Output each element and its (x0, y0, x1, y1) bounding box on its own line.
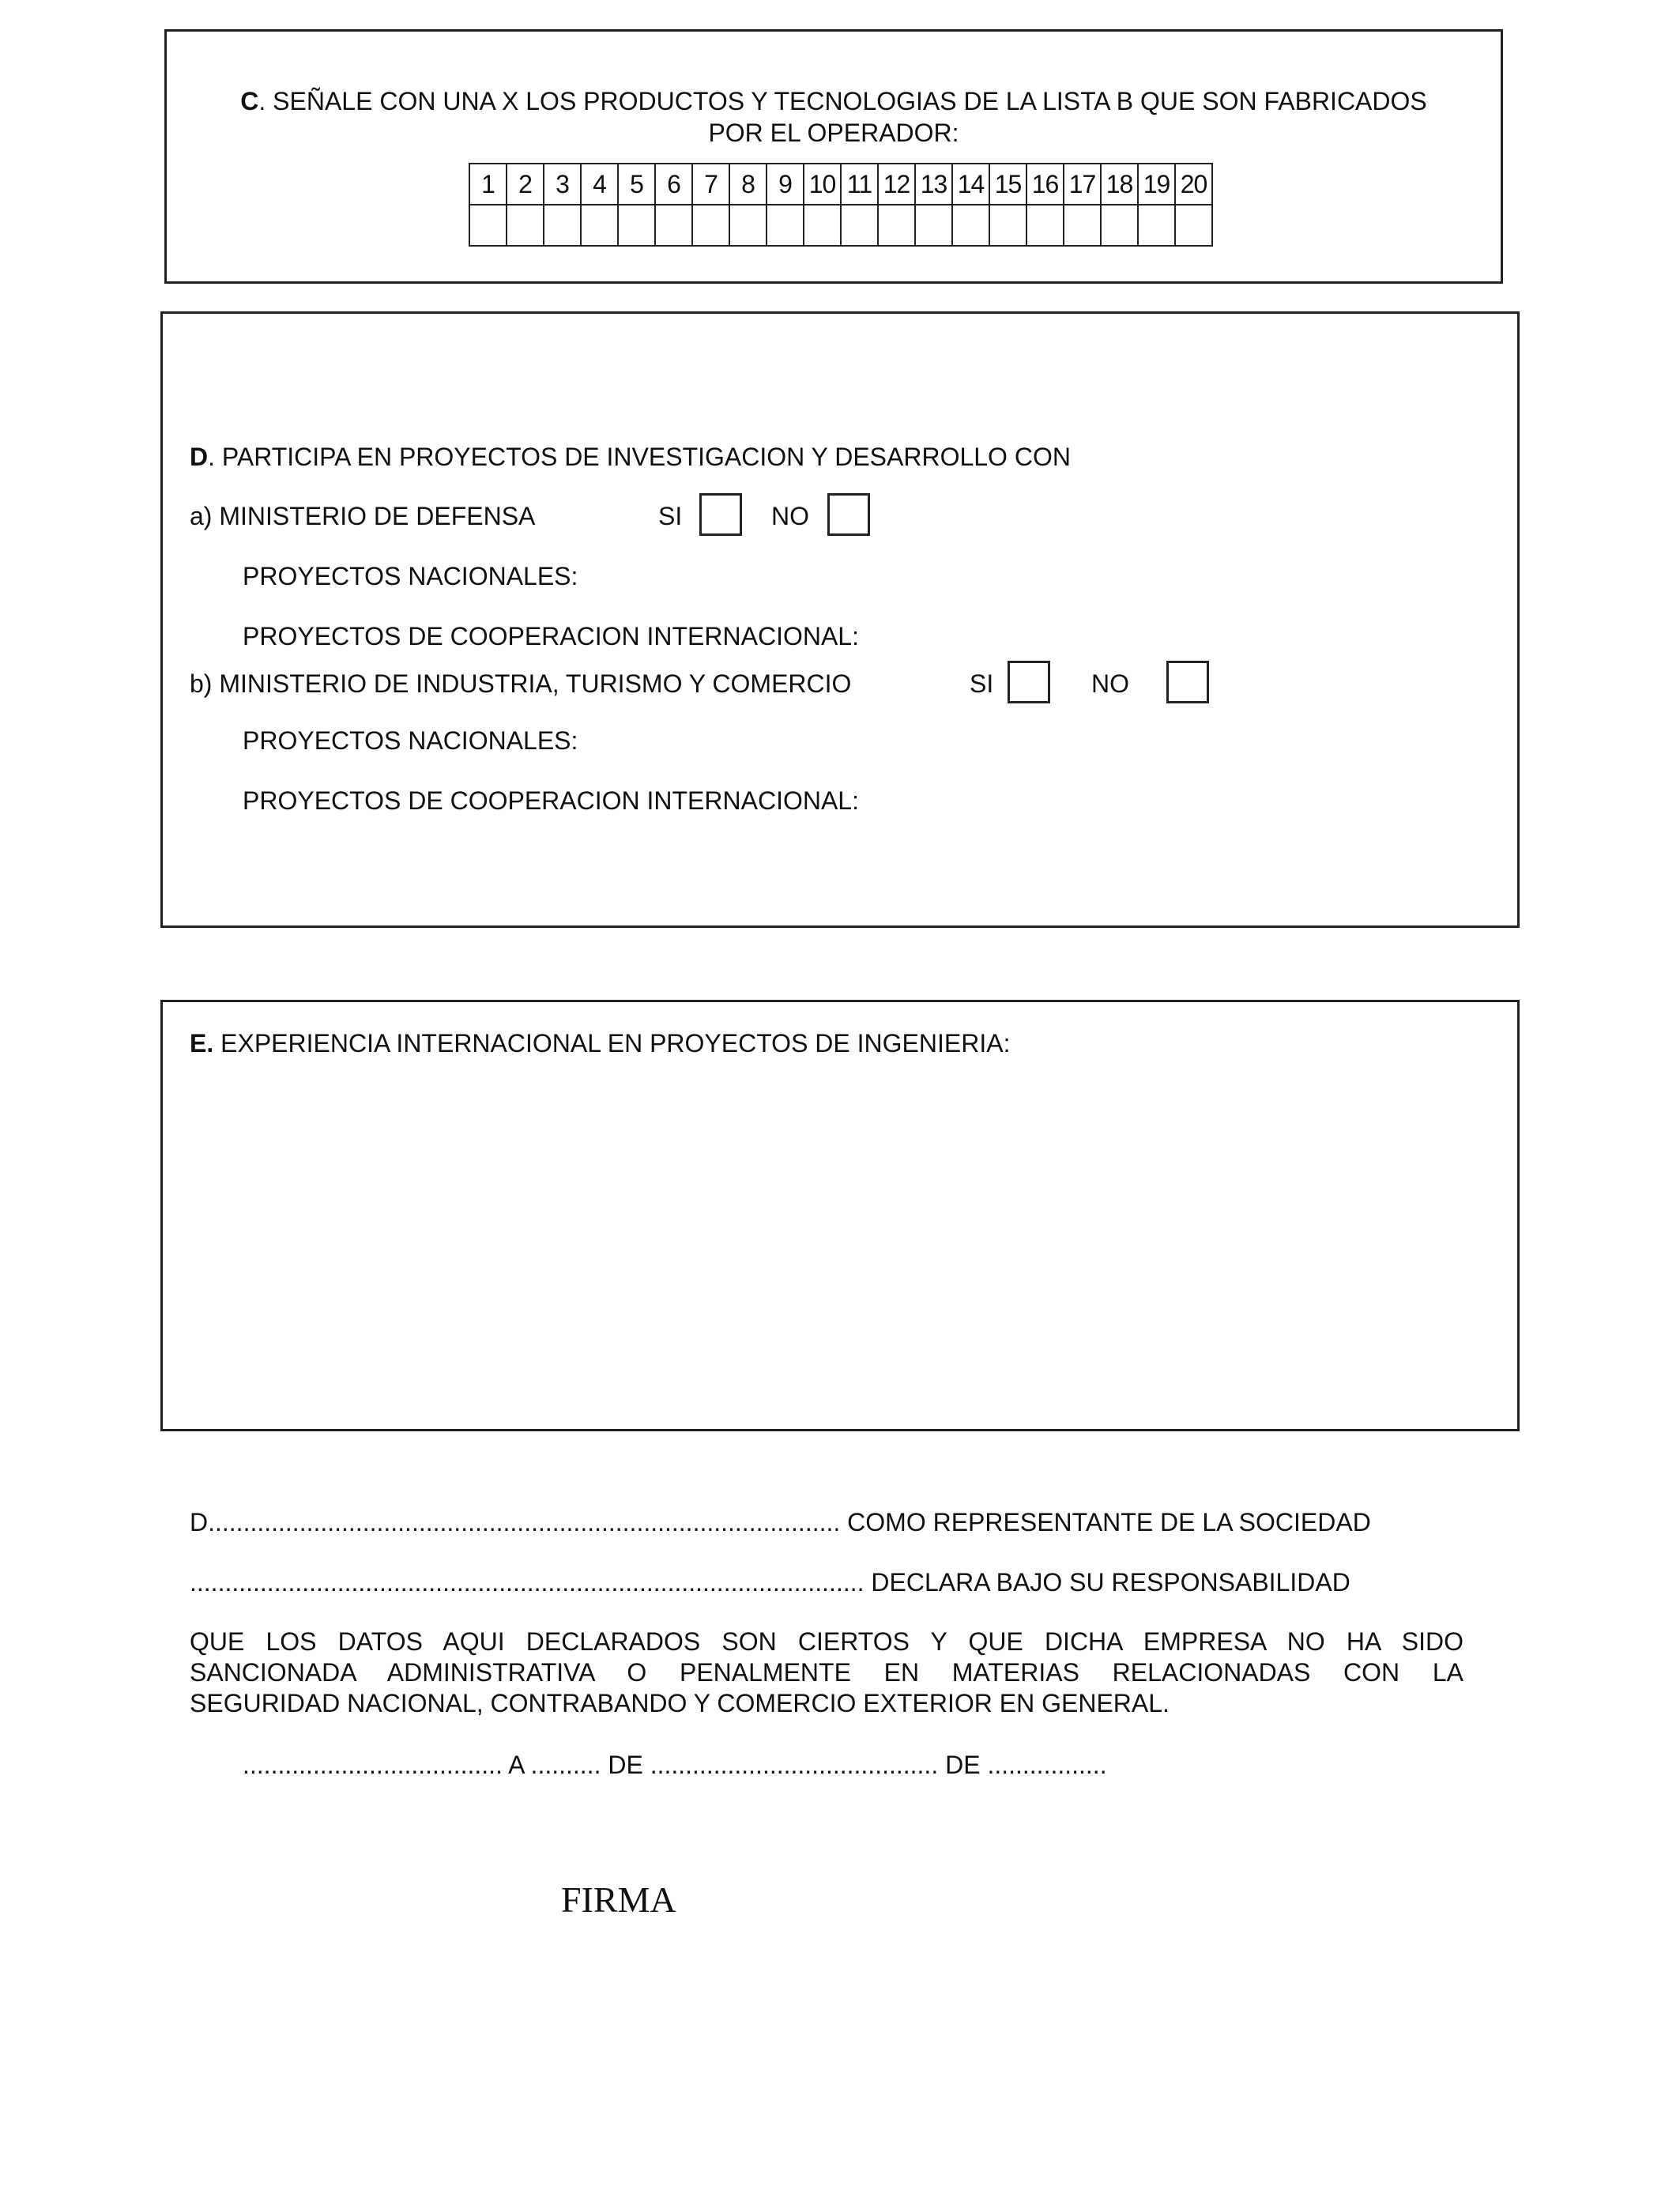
section-d-title (190, 441, 1071, 473)
product-checkbox-cell[interactable] (655, 205, 692, 246)
section-c-title-line2: POR EL OPERADOR: (708, 119, 959, 147)
declaration-text-line-2: SANCIONADA ADMINISTRATIVA O PENALMENTE EN MATERIAS RELACIONADAS CON LA (190, 1658, 1463, 1687)
defensa-proyectos-nacionales: PROYECTOS NACIONALES: (243, 562, 578, 590)
product-checkbox-cell[interactable] (841, 205, 878, 246)
product-number-cell: 18 (1101, 164, 1138, 205)
defensa-no-checkbox[interactable] (827, 493, 870, 536)
product-number-cell: 5 (618, 164, 655, 205)
product-checkbox-row (469, 205, 1212, 246)
product-checkbox-cell[interactable] (767, 205, 804, 246)
defensa-si-checkbox[interactable] (699, 493, 742, 536)
section-c-title (167, 85, 1501, 149)
product-number-cell: 10 (804, 164, 841, 205)
product-checkbox-cell[interactable] (581, 205, 618, 246)
section-e-title (190, 1027, 1010, 1059)
product-checkbox-cell[interactable] (1064, 205, 1101, 246)
product-number-grid (469, 163, 1213, 247)
product-checkbox-cell[interactable] (618, 205, 655, 246)
product-number-cell: 16 (1026, 164, 1064, 205)
industria-si-label: SI (970, 669, 994, 698)
product-checkbox-cell[interactable] (878, 205, 915, 246)
product-number-cell: 14 (952, 164, 989, 205)
product-checkbox-cell[interactable] (544, 205, 581, 246)
product-checkbox-cell[interactable] (804, 205, 841, 246)
product-number-cell: 9 (767, 164, 804, 205)
place-date-line: ..................................... A .......... DE ......................................... DE ................. (243, 1751, 1107, 1779)
product-checkbox-cell[interactable] (507, 205, 544, 246)
declaration-text-line-1: QUE LOS DATOS AQUI DECLARADOS SON CIERTOS Y QUE DICHA EMPRESA NO HA SIDO (190, 1627, 1463, 1656)
section-c-box (164, 29, 1503, 284)
product-number-cell: 19 (1138, 164, 1175, 205)
section-e-title-text: EXPERIENCIA INTERNACIONAL EN PROYECTOS DE INGENIERIA: (213, 1029, 1011, 1057)
product-checkbox-cell[interactable] (952, 205, 989, 246)
section-c-title-text: . SEÑALE CON UNA X LOS PRODUCTOS Y TECNOLOGIAS DE LA LISTA B QUE SON FABRICADOS (258, 87, 1427, 115)
product-number-cell: 2 (507, 164, 544, 205)
ministerio-defensa-label: a) MINISTERIO DE DEFENSA (190, 502, 536, 530)
product-checkbox-cell[interactable] (1175, 205, 1212, 246)
product-number-cell: 12 (878, 164, 915, 205)
product-number-cell: 4 (581, 164, 618, 205)
product-checkbox-cell[interactable] (1138, 205, 1175, 246)
industria-no-label: NO (1091, 669, 1129, 698)
section-d-box (160, 311, 1520, 928)
product-number-cell: 15 (989, 164, 1026, 205)
section-c-letter: C (240, 87, 259, 115)
section-d-letter: D (190, 443, 209, 471)
product-number-row (469, 164, 1212, 205)
product-number-cell: 8 (729, 164, 767, 205)
product-number-cell: 6 (655, 164, 692, 205)
product-number-cell: 7 (692, 164, 729, 205)
product-number-cell: 1 (469, 164, 507, 205)
product-number-cell: 17 (1064, 164, 1101, 205)
industria-proyectos-nacionales: PROYECTOS NACIONALES: (243, 726, 578, 755)
product-number-cell: 11 (841, 164, 878, 205)
product-checkbox-cell[interactable] (1101, 205, 1138, 246)
declaration-representative-line: D.......................................................................................... COMO REPRESENTANTE DE LA SOCIEDAD (190, 1508, 1371, 1536)
section-d-title-text: . PARTICIPA EN PROYECTOS DE INVESTIGACION Y DESARROLLO CON (208, 443, 1071, 471)
product-checkbox-cell[interactable] (692, 205, 729, 246)
product-checkbox-cell[interactable] (1026, 205, 1064, 246)
declaration-text-line-3: SEGURIDAD NACIONAL, CONTRABANDO Y COMERCIO EXTERIOR EN GENERAL. (190, 1689, 1170, 1717)
product-number-cell: 3 (544, 164, 581, 205)
product-checkbox-cell[interactable] (729, 205, 767, 246)
defensa-si-label: SI (658, 502, 683, 530)
defensa-no-label: NO (771, 502, 809, 530)
product-number-cell: 13 (915, 164, 952, 205)
product-number-cell: 20 (1175, 164, 1212, 205)
industria-proyectos-cooperacion: PROYECTOS DE COOPERACION INTERNACIONAL: (243, 786, 859, 815)
declaration-responsibility-line: ................................................................................................ DECLARA BAJO SU RESPONSABILIDAD (190, 1568, 1350, 1596)
ministerio-industria-label: b) MINISTERIO DE INDUSTRIA, TURISMO Y COMERCIO (190, 669, 852, 698)
signature-label: FIRMA (561, 1879, 676, 1920)
product-checkbox-cell[interactable] (989, 205, 1026, 246)
defensa-proyectos-cooperacion: PROYECTOS DE COOPERACION INTERNACIONAL: (243, 622, 859, 650)
industria-si-checkbox[interactable] (1008, 661, 1050, 703)
product-checkbox-cell[interactable] (469, 205, 507, 246)
product-checkbox-cell[interactable] (915, 205, 952, 246)
industria-no-checkbox[interactable] (1166, 661, 1209, 703)
section-e-box[interactable] (160, 1000, 1520, 1431)
section-e-letter: E. (190, 1029, 214, 1057)
